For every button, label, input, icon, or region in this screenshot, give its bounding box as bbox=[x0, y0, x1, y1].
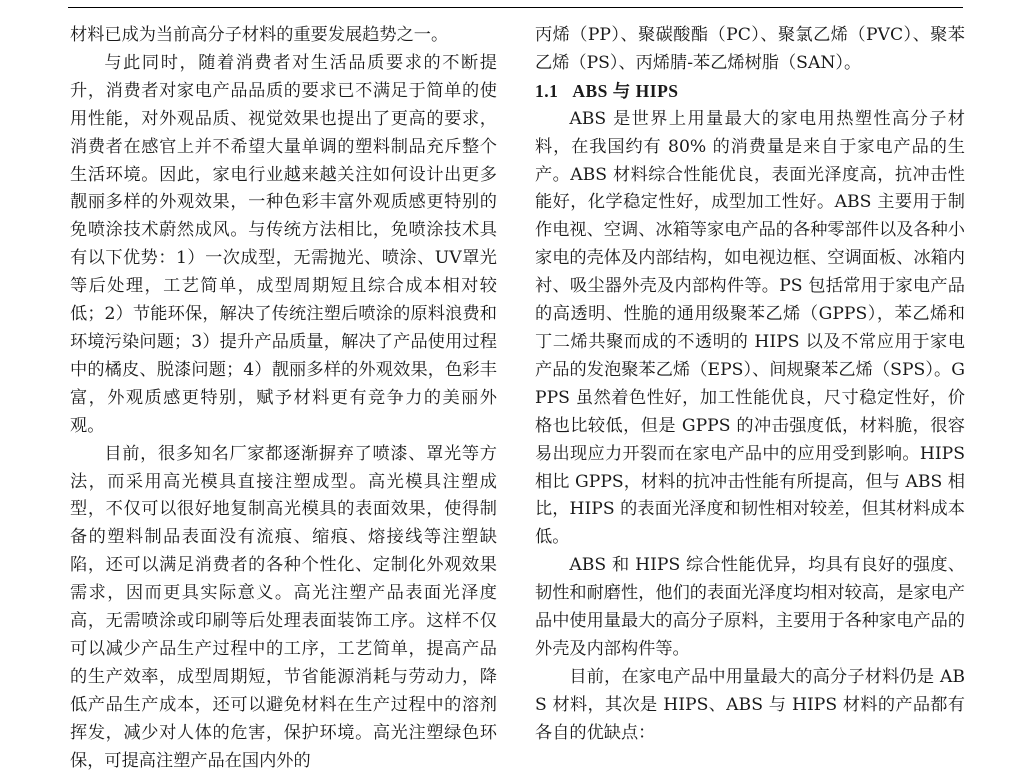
paragraph-continuation: 材料已成为当前高分子材料的重要发展趋势之一。 bbox=[70, 25, 449, 45]
section-heading bbox=[535, 78, 965, 106]
paragraph-resin-list: 丙烯（PP）、聚碳酸酯（PC）、聚氯乙烯（PVC）、聚苯乙烯（PS）、丙烯腈-苯乙烯树脂（SAN）。 bbox=[535, 25, 965, 73]
left-column bbox=[70, 22, 497, 775]
paragraph-abs-overview: ABS 是世界上用量最大的家电用热塑性高分子材料，在我国约有 80% 的消费量是来自于家电产品的生产。ABS 材料综合性能优良，表面光泽度高，抗冲击性能好，化学稳定性好，成型加工性好。ABS 主要用于制作电视、空调、冰箱等家电产品的各种零部件以及各种小家电的壳体及内部结构，如电视边框、空调面板、冰箱内衬、吸尘器外壳及内部构件等。PS 包括常用于家电产品的高透明、性脆的通用级聚苯乙烯（GPPS），苯乙烯和丁二烯共聚而成的不透明的 HIPS 以及不常应用于家电产品的发泡聚苯乙烯（EPS）、间规聚苯乙烯（SPS）。GPPS 虽然着色性好，加工性能优良，尺寸稳定性好，价格也比较低，但是 GPPS 的冲击强度低，材料脆，很容易出现应力开裂而在家电产品中的应用受到影响。HIPS 相比 GPPS，材料的抗冲击性能有所提高，但与 ABS 相比，HIPS 的表面光泽度和韧性相对较差，但其材料成本低。 bbox=[535, 108, 965, 548]
paragraph-advantages: 与此同时，随着消费者对生活品质要求的不断提升，消费者对家电产品品质的要求已不满足于简单的使用性能，对外观品质、视觉效果也提出了更高的要求，消费者在感官上并不希望大量单调的塑料制品充斥整个生活环境。因此，家电行业越来越关注如何设计出更多靓丽多样的外观效果，一种色彩丰富外观质感更特别的免喷涂技术蔚然成风。与传统方法相比，免喷涂技术具有以下优势：1）一次成型，无需抛光、喷涂、UV罩光等后处理，工艺简单，成型周期短且综合成本相对较低；2）节能环保，解决了传统注塑后喷涂的原料浪费和环境污染问题；3）提升产品质量，解决了产品使用过程中的橘皮、脱漆问题；4）靓丽多样的外观效果，色彩丰富，外观质感更特别，赋予材料更有竞争力的美丽外观。 bbox=[70, 52, 497, 436]
paragraph-current-usage: 目前，在家电产品中用量最大的高分子材料仍是 ABS 材料，其次是 HIPS、ABS 与 HIPS 材料的产品都有各自的优缺点： bbox=[535, 666, 965, 743]
paragraph-abs-hips-properties: ABS 和 HIPS 综合性能优异，均具有良好的强度、韧性和耐磨性，他们的表面光泽度均相对较高，是家电产品中使用量最大的高分子原料，主要用于各种家电产品的外壳及内部构件等。 bbox=[535, 555, 965, 659]
right-column bbox=[535, 22, 965, 748]
paragraph-high-gloss-molding: 目前，很多知名厂家都逐渐摒弃了喷漆、罩光等方法，而采用高光模具直接注塑成型。高光模具注塑成型，不仅可以很好地复制高光模具的表面效果，使得制备的塑料制品表面没有流痕、缩痕、熔接线等注塑缺陷，还可以满足消费者的各种个性化、定制化外观效果需求，因而更具实际意义。高光注塑产品表面光泽度高，无需喷涂或印刷等后处理表面装饰工序。这样不仅可以减少产品生产过程中的工序，工艺简单，提高产品的生产效率，成型周期短，节省能源消耗与劳动力，降低产品生产成本，还可以避免材料在生产过程中的溶剂挥发，减少对人体的危害，保护环境。高光注塑绿色环保，可提高注塑产品在国内外的 bbox=[70, 443, 497, 771]
section-number: 1.1 bbox=[535, 80, 559, 101]
header-rule bbox=[68, 7, 963, 8]
section-title: ABS 与 HIPS bbox=[572, 80, 679, 101]
